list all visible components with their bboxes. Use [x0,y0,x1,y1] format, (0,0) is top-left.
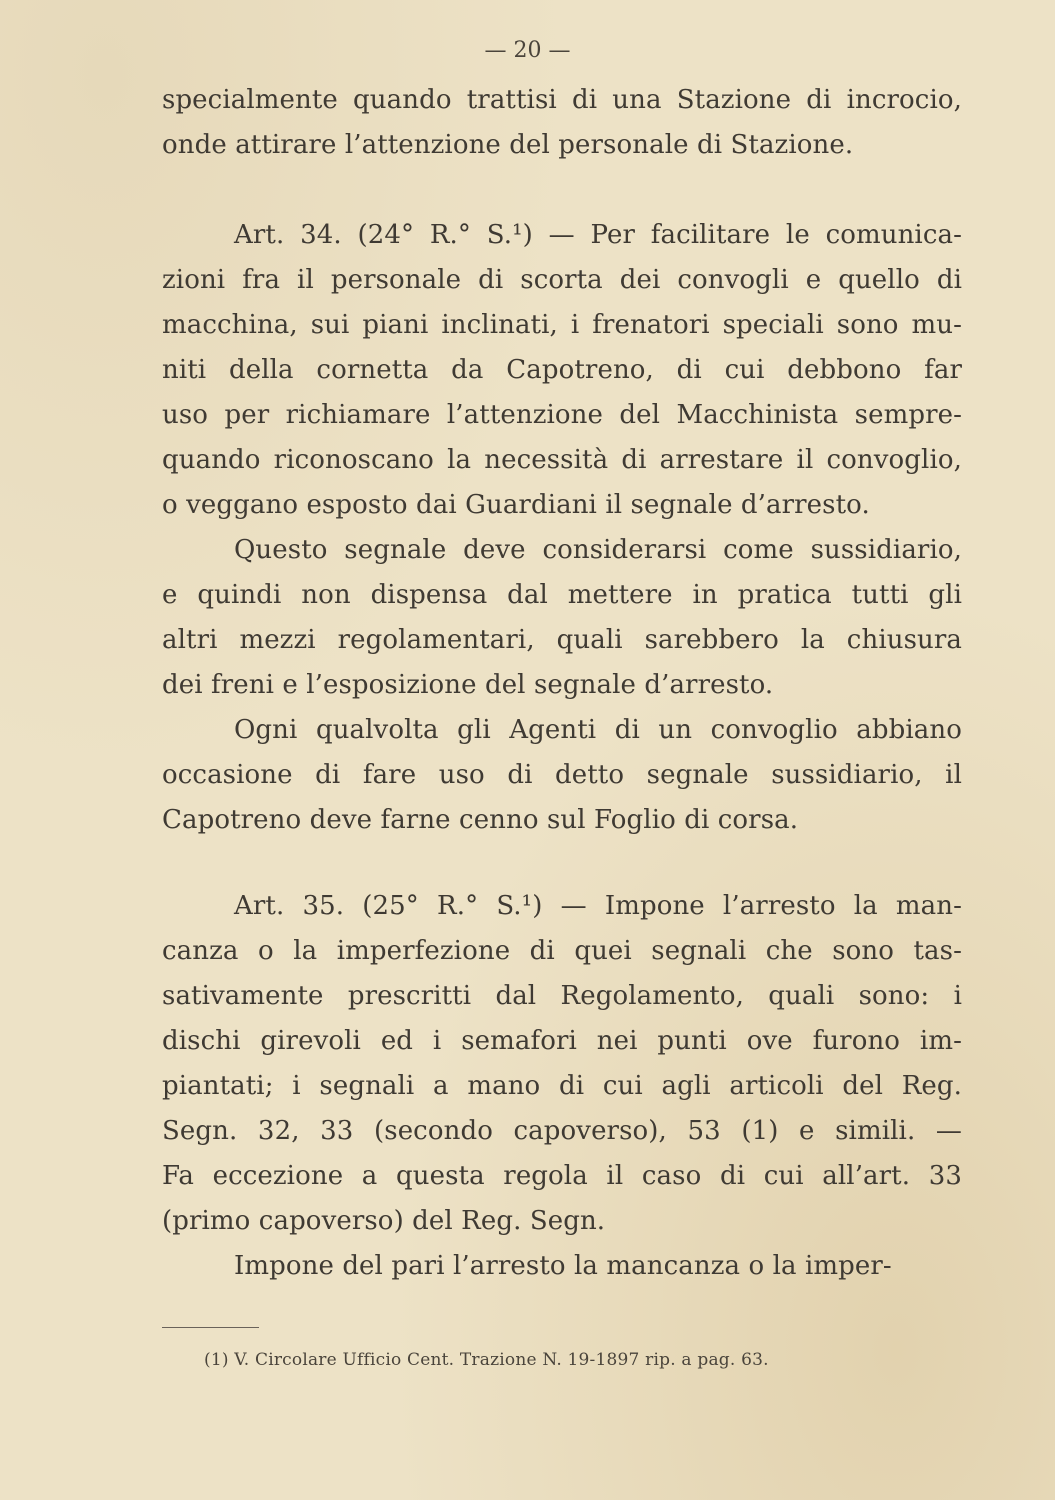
text-line: Ogni qualvolta gli Agenti di un convoglio abbiano [234,715,962,745]
text-line: canza o la imperfezione di quei segnali che sono tas- [162,936,962,966]
text-line: (primo capoverso) del Reg. Segn. [162,1206,606,1236]
paragraph-article-35 [162,884,962,1244]
text-line: e quindi non dispensa dal mettere in pratica tutti gli [162,580,962,610]
text-line: Questo segnale deve considerarsi come sussidiario, [234,535,962,565]
text-line: altri mezzi regolamentari, quali sarebbero la chiusura [162,625,962,655]
text-line: quando riconoscano la necessità di arrestare il convoglio, [162,445,962,475]
text-line: Impone del pari l’arresto la mancanza o la imper- [234,1251,892,1281]
text-line: Segn. 32, 33 (secondo capoverso), 53 (1) e simili. — [162,1116,962,1146]
text-line: uso per richiamare l’attenzione del Macchinista sempre- [162,400,962,430]
text-line: o veggano esposto dai Guardiani il segnale d’arresto. [162,490,870,520]
paragraph-article-34 [162,213,962,528]
text-line: niti della cornetta da Capotreno, di cui debbono far [162,355,962,385]
paragraph-continuation [162,78,962,168]
footnote-divider [162,1327,259,1328]
text-line: dei freni e l’esposizione del segnale d’arresto. [162,670,774,700]
text-line: macchina, sui piani inclinati, i frenatori speciali sono mu- [162,310,962,340]
text-line: Capotreno deve farne cenno sul Foglio di corsa. [162,805,799,835]
text-line: specialmente quando trattisi di una Stazione di incrocio, [162,85,962,115]
text-line: dischi girevoli ed i semafori nei punti ove furono im- [162,1026,962,1056]
paragraph-impone-del-pari [162,1244,962,1289]
text-line: sativamente prescritti dal Regolamento, quali sono: i [162,981,962,1011]
paragraph-signal-subsidiary [162,528,962,708]
page-number: — 20 — [484,38,571,63]
text-line: Art. 35. (25° R.° S.¹) — Impone l’arresto la man- [234,891,962,921]
text-line: zioni fra il personale di scorta dei convogli e quello di [162,265,962,295]
paragraph-agents [162,708,962,843]
text-line: onde attirare l’attenzione del personale di Stazione. [162,130,854,160]
footnote: (1) V. Circolare Ufficio Cent. Trazione N. 19-1897 rip. a pag. 63. [204,1350,769,1370]
text-line: occasione di fare uso di detto segnale sussidiario, il [162,760,962,790]
text-line: Fa eccezione a questa regola il caso di cui all’art. 33 [162,1161,962,1191]
text-line: piantati; i segnali a mano di cui agli articoli del Reg. [162,1071,962,1101]
text-line: Art. 34. (24° R.° S.¹) — Per facilitare le comunica- [234,220,962,250]
